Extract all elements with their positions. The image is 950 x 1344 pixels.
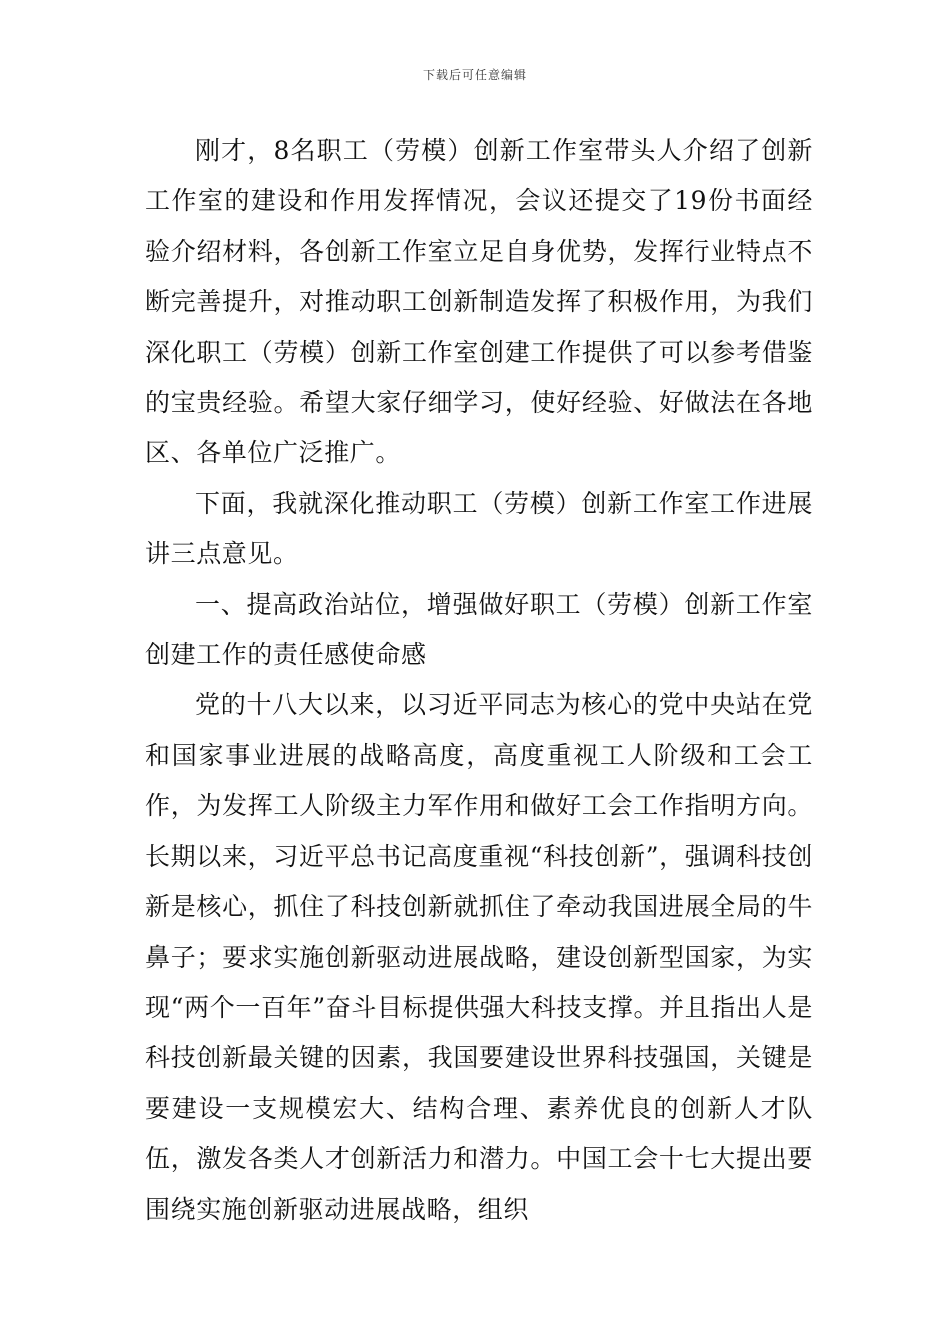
section-heading-one: 一、提高政治站位，增强做好职工（劳模）创新工作室创建工作的责任感使命感 (145, 589, 813, 670)
header-note: 下载后可任意编辑 (422, 68, 527, 82)
paragraph-section-one-body: 党的十八大以来，以习近平同志为核心的党中央站在党和国家事业进展的战略高度，高度重视工人阶级和工会工作，为发挥工人阶级主力军作用和做好工会工作指明方向。长期以来，习近平总书记高度重视“科技创新”，强调科技创新是核心，抓住了科技创新就抓住了牵动我国进展全局的牛鼻子；要求实施创新驱动进展战略，建设创新型国家，为实现“两个一百年”奋斗目标提供强大科技支撑。并且指出人是科技创新最关键的因素，我国要建设世界科技强国，关键是要建设一支规模宏大、结构合理、素养优良的创新人才队伍，激发各类人才创新活力和潜力。中国工会十七大提出要围绕实施创新驱动进展战略，组织 (145, 690, 813, 1224)
paragraph-transition: 下面，我就深化推动职工（劳模）创新工作室工作进展讲三点意见。 (145, 488, 813, 569)
document-body (145, 126, 813, 1235)
paragraph-intro: 刚才，8名职工（劳模）创新工作室带头人介绍了创新工作室的建设和作用发挥情况，会议还提交了19份书面经验介绍材料，各创新工作室立足自身优势，发挥行业特点不断完善提升，对推动职工创新制造发挥了积极作用，为我们深化职工（劳模）创新工作室创建工作提供了可以参考借鉴的宝贵经验。希望大家仔细学习，使好经验、好做法在各地区、各单位广泛推广。 (145, 136, 813, 468)
